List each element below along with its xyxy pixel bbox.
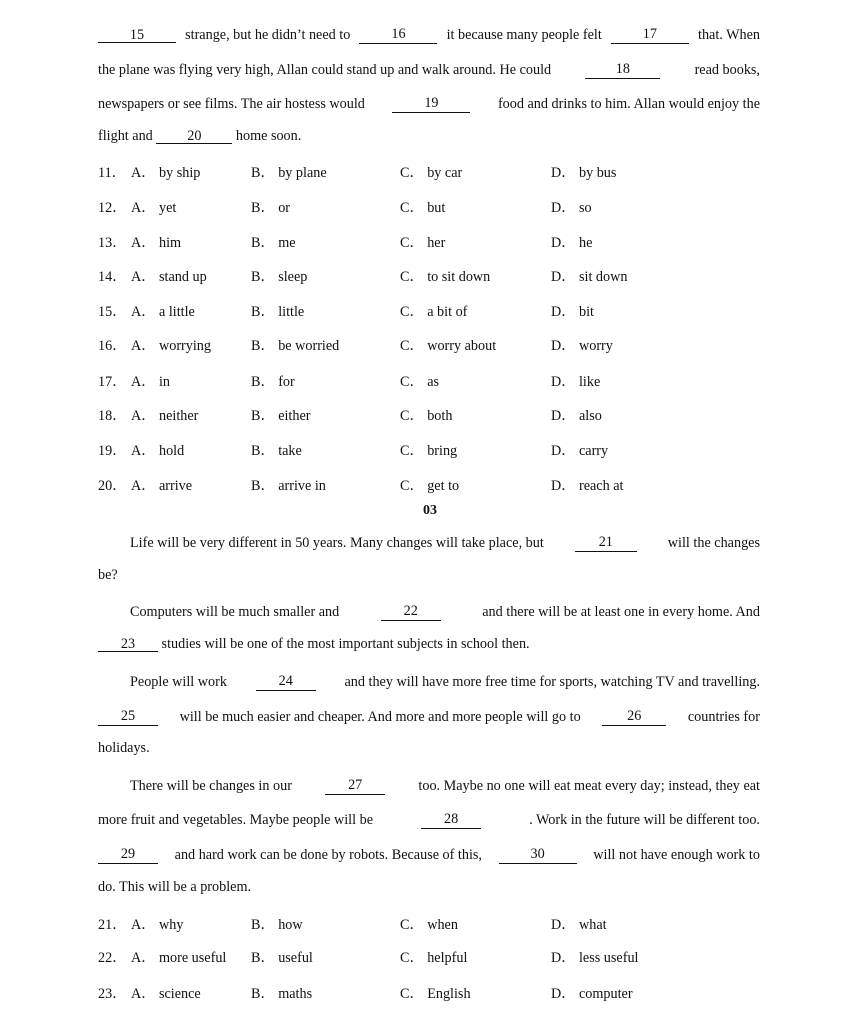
option-d[interactable]: D． sit down (551, 269, 628, 285)
passage-text: home soon. (235, 128, 302, 144)
passage-text: and hard work can be done by robots. Because of this, (174, 847, 482, 863)
question-number: 18． (98, 408, 127, 424)
blank-21[interactable]: 21 (575, 535, 637, 552)
passage-text: food and drinks to him. Allan would enjoy the (497, 96, 760, 112)
passage-text: too. Maybe no one will eat meat every day; instead, they eat (418, 778, 760, 794)
passage-text: will the changes (667, 535, 760, 551)
question-number: 23． (98, 986, 127, 1002)
option-b[interactable]: B． by plane (251, 165, 327, 181)
option-a[interactable]: A． by ship (131, 165, 201, 181)
question-number: 12． (98, 200, 127, 216)
option-b[interactable]: B． arrive in (251, 478, 326, 494)
question-number: 17． (98, 374, 127, 390)
option-a[interactable]: A． arrive (131, 478, 193, 494)
passage-line (98, 709, 760, 726)
option-a[interactable]: A． stand up (131, 269, 207, 285)
blank-19[interactable]: 19 (392, 96, 470, 113)
question-number: 20． (98, 478, 127, 494)
option-c[interactable]: C． both (400, 408, 453, 424)
question-number: 19． (98, 443, 127, 459)
question-number: 15． (98, 304, 127, 320)
option-c[interactable]: C． get to (400, 478, 460, 494)
option-b[interactable]: B． either (251, 408, 311, 424)
option-c[interactable]: C． helpful (400, 950, 468, 966)
blank-17[interactable]: 17 (611, 27, 689, 44)
option-b[interactable]: B． take (251, 443, 302, 459)
blank-24[interactable]: 24 (256, 674, 316, 691)
passage-line (98, 812, 760, 829)
passage-line (98, 128, 760, 145)
passage-text: strange, but he didn’t need to (185, 27, 351, 43)
blank-29[interactable]: 29 (98, 847, 158, 864)
option-d[interactable]: D． worry (551, 338, 613, 354)
option-c[interactable]: C． as (400, 374, 440, 390)
option-b[interactable]: B． maths (251, 986, 313, 1002)
blank-20[interactable]: 20 (156, 129, 232, 144)
option-a[interactable]: A． more useful (131, 950, 227, 966)
option-b[interactable]: B． or (251, 200, 291, 216)
passage-text: studies will be one of the most important subjects in school then. (161, 636, 530, 652)
blank-28[interactable]: 28 (421, 812, 481, 829)
option-c[interactable]: C． English (400, 986, 471, 1002)
option-d[interactable]: D． he (551, 235, 593, 251)
passage-text: . Work in the future will be different too. (529, 812, 760, 828)
option-b[interactable]: B． be worried (251, 338, 340, 354)
passage-text: will not have enough work to (593, 847, 760, 863)
question-number: 16． (98, 338, 127, 354)
blank-25[interactable]: 25 (98, 709, 158, 726)
passage-text: will be much easier and cheaper. And more and more people will go to (179, 709, 581, 725)
option-d[interactable]: D． bit (551, 304, 594, 320)
option-d[interactable]: D． what (551, 917, 607, 933)
option-b[interactable]: B． sleep (251, 269, 308, 285)
passage-line (98, 636, 760, 653)
passage-text: countries for (687, 709, 760, 725)
blank-27[interactable]: 27 (325, 778, 385, 795)
passage-text: that. When (698, 27, 760, 43)
passage-text: Computers will be much smaller and (130, 604, 340, 620)
option-d[interactable]: D． computer (551, 986, 633, 1002)
option-a[interactable]: A． in (131, 374, 171, 390)
option-c[interactable]: C． bring (400, 443, 458, 459)
option-a[interactable]: A． a little (131, 304, 195, 320)
passage-line (130, 674, 760, 691)
option-a[interactable]: A． hold (131, 443, 185, 459)
option-a[interactable]: A． science (131, 986, 201, 1002)
option-b[interactable]: B． little (251, 304, 305, 320)
blank-15[interactable]: 15 (98, 28, 176, 43)
question-number: 21． (98, 917, 127, 933)
blank-18[interactable]: 18 (585, 62, 660, 79)
option-d[interactable]: D． so (551, 200, 592, 216)
passage-text: read books, (694, 62, 760, 78)
option-c[interactable]: C． her (400, 235, 446, 251)
passage-text: newspapers or see films. The air hostess would (98, 96, 365, 112)
passage-text: do. This will be a problem. (98, 879, 252, 895)
option-c[interactable]: C． worry about (400, 338, 497, 354)
passage-text: holidays. (98, 740, 150, 756)
option-a[interactable]: A． yet (131, 200, 177, 216)
passage-line (130, 604, 760, 621)
option-b[interactable]: B． useful (251, 950, 313, 966)
blank-23[interactable]: 23 (98, 637, 158, 652)
passage-text: People will work (130, 674, 227, 690)
option-d[interactable]: D． less useful (551, 950, 639, 966)
passage-line (98, 740, 760, 757)
question-number: 11． (98, 165, 126, 181)
question-number: 14． (98, 269, 127, 285)
passage-line (130, 535, 760, 552)
option-c[interactable]: C． by car (400, 165, 463, 181)
option-d[interactable]: D． reach at (551, 478, 624, 494)
option-a[interactable]: A． him (131, 235, 182, 251)
passage-text: flight and (98, 128, 153, 144)
option-a[interactable]: A． neither (131, 408, 199, 424)
blank-30[interactable]: 30 (499, 847, 577, 864)
passage-text: Life will be very different in 50 years. Many changes will take place, but (130, 535, 544, 551)
passage-line (98, 27, 760, 44)
blank-22[interactable]: 22 (381, 604, 441, 621)
passage-text: There will be changes in our (130, 778, 292, 794)
passage-text: be? (98, 567, 118, 583)
option-c[interactable]: C． a bit of (400, 304, 468, 320)
passage-text: the plane was flying very high, Allan could stand up and walk around. He could (98, 62, 552, 78)
passage-line (98, 567, 760, 584)
option-c[interactable]: C． to sit down (400, 269, 491, 285)
blank-26[interactable]: 26 (602, 709, 666, 726)
passage-line (98, 847, 760, 864)
option-d[interactable]: D． also (551, 408, 602, 424)
option-a[interactable]: A． worrying (131, 338, 211, 354)
section-heading: 03 (423, 503, 437, 518)
passage-text: it because many people felt (446, 27, 602, 43)
option-b[interactable]: B． me (251, 235, 296, 251)
option-c[interactable]: C． when (400, 917, 458, 933)
option-a[interactable]: A． why (131, 917, 184, 933)
passage-line (98, 62, 760, 79)
option-b[interactable]: B． how (251, 917, 303, 933)
question-number: 22． (98, 950, 127, 966)
passage-line (98, 879, 760, 896)
option-c[interactable]: C． but (400, 200, 446, 216)
passage-text: more fruit and vegetables. Maybe people will be (98, 812, 373, 828)
passage-line (130, 778, 760, 795)
option-d[interactable]: D． like (551, 374, 601, 390)
passage-text: and they will have more free time for sports, watching TV and travelling. (344, 674, 760, 690)
option-b[interactable]: B． for (251, 374, 295, 390)
option-d[interactable]: D． by bus (551, 165, 617, 181)
question-number: 13． (98, 235, 127, 251)
blank-16[interactable]: 16 (359, 27, 437, 44)
passage-line (98, 96, 760, 113)
passage-text: and there will be at least one in every home. And (482, 604, 760, 620)
option-d[interactable]: D． carry (551, 443, 609, 459)
